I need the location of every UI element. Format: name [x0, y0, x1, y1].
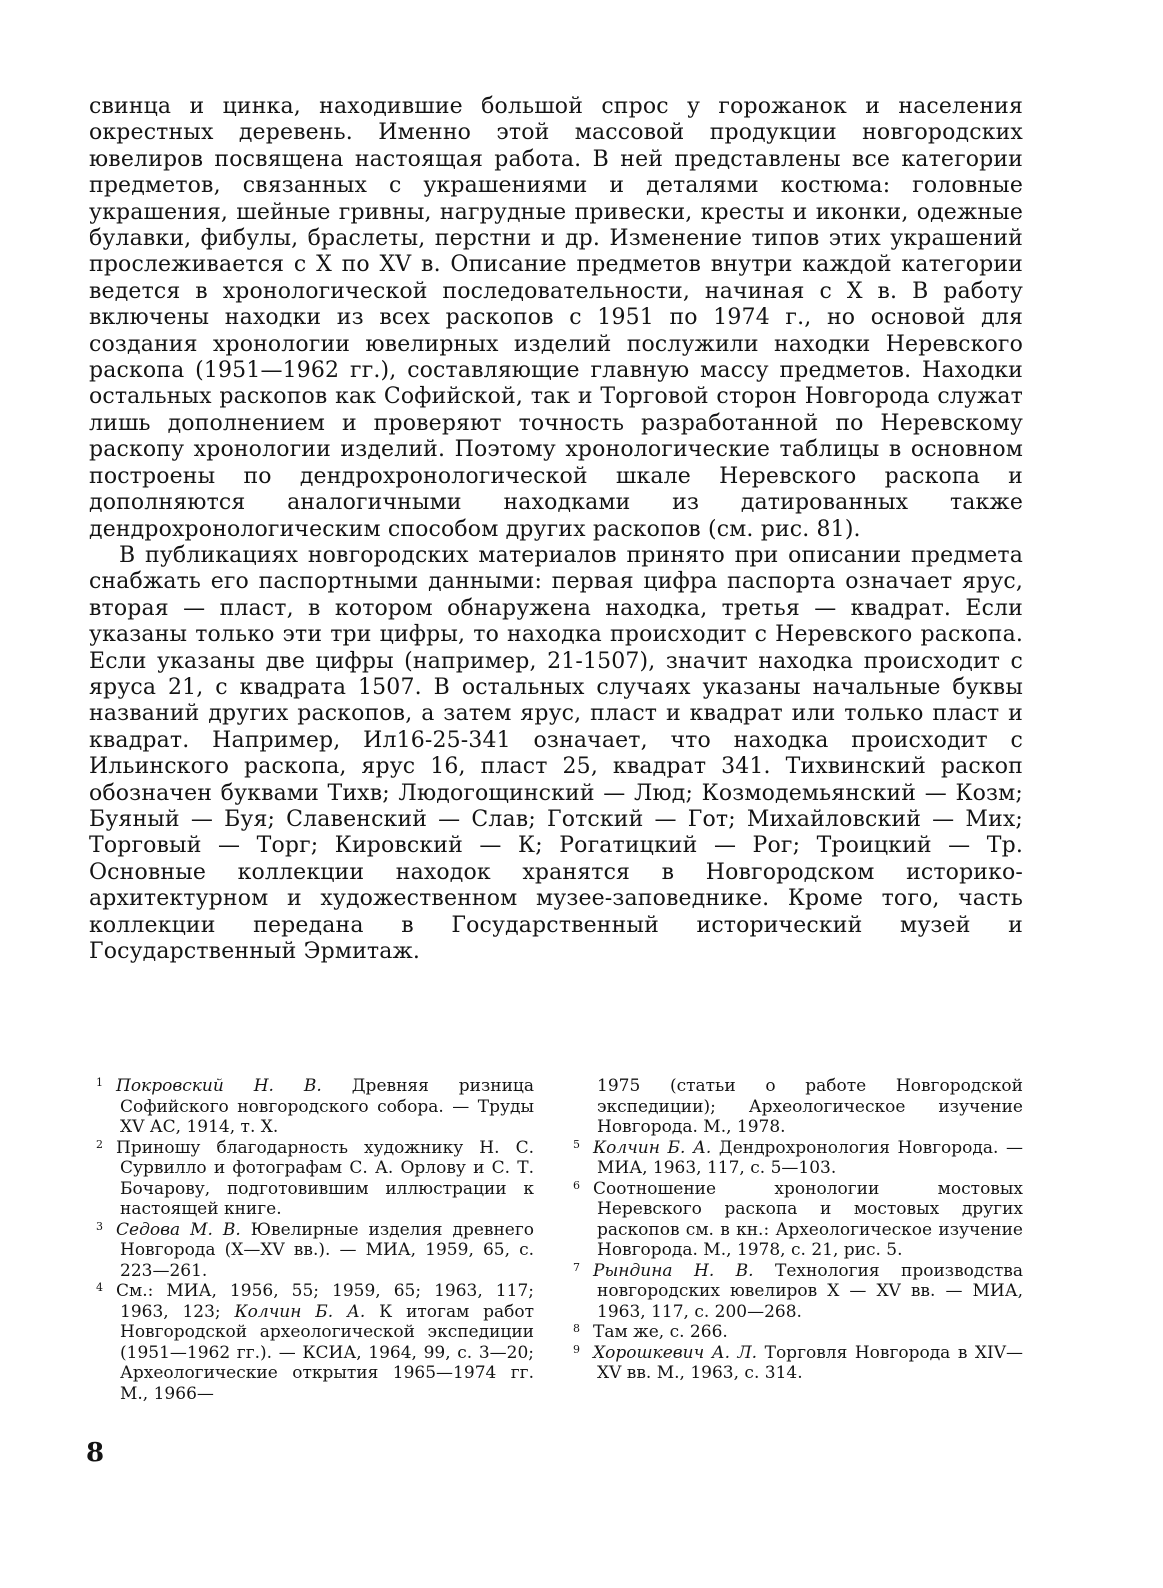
footnote-text: К итогам работ Новгородской археологической экспедиции (1951—1962 гг.). — КСИА, 1964, 99, с. 3—20; Археологические открытия 1965—1974 гг. М., 1966— [120, 1301, 535, 1404]
footnote-text: Технология производства новгородских ювелиров X — XV вв. — МИА, 1963, 117, с. 200—268. [597, 1260, 1023, 1322]
footnotes-column-left [96, 1076, 534, 1404]
footnote-number: 6 [573, 1178, 580, 1192]
footnote-9 [573, 1343, 1023, 1384]
footnote-author: Рындина Н. В. [593, 1260, 754, 1281]
footnote-author: Покровский Н. В. [116, 1076, 322, 1096]
footnote-2 [96, 1138, 534, 1220]
footnote-text: Соотношение хронологии мостовых Неревского раскопа и мостовых других раскопов см. в кн.: Археологическое изучение Новгорода. М., 1978, с. 21, рис. 5. [593, 1178, 1023, 1260]
footnotes-column-right [573, 1076, 1023, 1384]
footnote-5 [573, 1138, 1023, 1179]
footnote-4 [96, 1281, 534, 1404]
footnote-number: 1 [96, 1076, 103, 1089]
footnote-number: 4 [96, 1281, 103, 1294]
footnote-number: 5 [573, 1137, 580, 1151]
footnote-6 [573, 1179, 1023, 1261]
footnote-text: Дендрохронология Новгорода. — МИА, 1963, 117, с. 5—103. [597, 1137, 1023, 1178]
footnote-text: Там же, с. 266. [593, 1322, 728, 1342]
footnote-number: 9 [573, 1342, 580, 1356]
footnote-number: 7 [573, 1260, 580, 1274]
footnote-1 [96, 1076, 534, 1138]
footnote-number: 2 [96, 1137, 103, 1151]
footnote-7 [573, 1261, 1023, 1323]
footnote-text: Ювелирные изделия древнего Новгорода (X—XV вв.). — МИА, 1959, 65, с. 223—261. [120, 1219, 534, 1281]
footnote-author: Колчин Б. А. [593, 1137, 712, 1158]
footnote-text: Торговля Новгорода в XIV—XV вв. М., 1963, с. 314. [597, 1342, 1023, 1383]
footnote-text: Приношу благодарность художнику Н. С. Сурвилло и фотографам С. А. Орлову и С. Т. Бочарову, подготовившим иллюстрации к настоящей книге. [116, 1137, 534, 1219]
page-number: 8 [86, 1438, 105, 1468]
footnote-number: 8 [573, 1322, 580, 1335]
footnote-author: Хорошкевич А. Л. [593, 1342, 758, 1363]
footnote-author: Колчин Б. А. [234, 1301, 366, 1322]
footnote-4-continued: 1975 (статьи о работе Новгородской экспедиции); Археологическое изучение Новгорода. М., 1978. [597, 1076, 1023, 1137]
main-text [89, 94, 1023, 965]
footnote-text: См.: МИА, 1956, 55; 1959, 65; 1963, 117; 1963, 123; [116, 1281, 534, 1322]
footnote-author: Седова М. В. [116, 1219, 241, 1240]
paragraph-passport-data: В публикациях новгородских материалов принято при описании предмета снабжать его паспортными данными: первая цифра паспорта означает ярус, вторая — пласт, в котором обнаружена находка, третья — квадрат. Если указаны только эти три цифры, то находка происходит с Неревского раскопа. Если указаны две цифры (например, 21-1507), значит находка происходит с яруса 21, с квадрата 1507. В остальных случаях указаны начальные буквы названий других раскопов, а затем ярус, пласт и квадрат или только пласт и квадрат. Например, Ил16-25-341 означает, что находка происходит с Ильинского раскопа, ярус 16, пласт 25, квадрат 341. Тихвинский раскоп обозначен буквами Тихв; Людогощинский — Люд; Козмодемьянский — Козм; Буяный — Буя; Славенский — Слав; Готский — Гот; Михайловский — Мих; Торговый — Торг; Кировский — К; Рогатицкий — Рог; Троицкий — Тр. Основные коллекции находок хранятся в Новгородском историко-архитектурном и художественном музее-заповеднике. Кроме того, часть коллекции передана в Государственный исторический музей и Государственный Эрмитаж. [89, 542, 1023, 964]
footnote-number: 3 [96, 1219, 103, 1233]
footnote-8 [573, 1322, 1023, 1343]
footnote-3 [96, 1220, 534, 1282]
footnote-text: Древняя ризница Софийского новгородского собора. — Труды XV АС, 1914, т. X. [120, 1076, 534, 1137]
paragraph-continued: свинца и цинка, находившие большой спрос у горожанок и населения окрестных деревень. Именно этой массовой продукции новгородских ювелиров посвящена настоящая работа. В ней представлены все категории предметов, связанных с украшениями и деталями костюма: головные украшения, шейные гривны, нагрудные привески, кресты и иконки, одежные булавки, фибулы, браслеты, перстни и др. Изменение типов этих украшений прослеживается с X по XV в. Описание предметов внутри каждой категории ведется в хронологической последовательности, начиная с X в. В работу включены находки из всех раскопов с 1951 по 1974 г., но основой для создания хронологии ювелирных изделий послужили находки Неревского раскопа (1951—1962 гг.), составляющие главную массу предметов. Находки остальных раскопов как Софийской, так и Торговой сторон Новгорода служат лишь дополнением и проверяют точность разработанной по Неревскому раскопу хронологии изделий. Поэтому хронологические таблицы в основном построены по дендрохронологической шкале Неревского раскопа и дополняются аналогичными находками из датированных также дендрохронологическим способом других раскопов (см. рис. 81). [89, 94, 1023, 542]
